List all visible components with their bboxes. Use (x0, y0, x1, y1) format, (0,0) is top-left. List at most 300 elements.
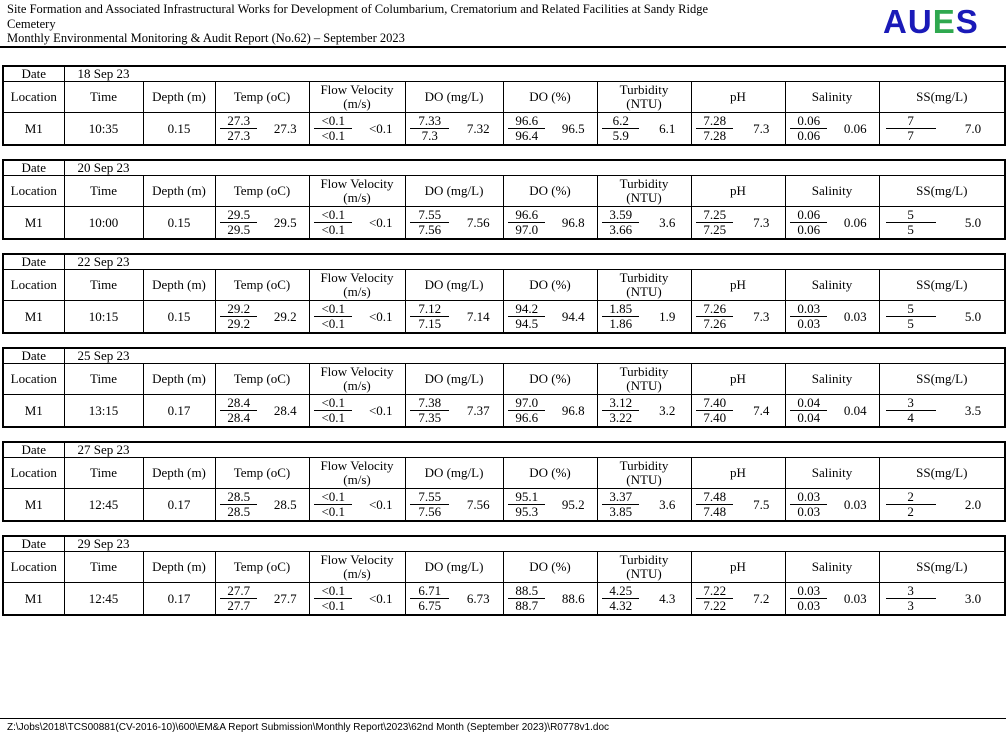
do-mg-cell (405, 207, 503, 240)
ss-header: SS(mg/L) (879, 552, 1005, 583)
do-mg-readings (406, 207, 503, 238)
flow-velocity-header-text-line1: Flow Velocity (320, 176, 394, 191)
ph-reading-2: 7.22 (703, 598, 727, 613)
temp-replicates (216, 583, 263, 614)
depth-value: 0.17 (143, 489, 215, 522)
do-mg-replicates (406, 113, 455, 144)
location-header: Location (3, 176, 64, 207)
temp-average: 27.3 (273, 120, 297, 136)
date-value: 25 Sep 23 (64, 348, 1005, 364)
flow-velocity-replicates (310, 395, 358, 426)
monitoring-record-table (2, 441, 1006, 522)
turbidity-readings (598, 489, 691, 520)
ss-reading-2: 7 (907, 128, 914, 143)
ss-reading-1: 7 (886, 114, 936, 129)
ss-replicates (880, 301, 942, 332)
do-mg-reading-1: 7.12 (410, 302, 449, 317)
turbidity-average: 3.2 (659, 402, 676, 418)
do-pct-header: DO (%) (503, 270, 597, 301)
temp-header: Temp (oC) (215, 176, 309, 207)
do-mg-reading-2: 7.15 (418, 316, 442, 331)
turbidity-header (597, 270, 691, 301)
ph-reading-1: 7.22 (696, 584, 733, 599)
do-pct-average: 94.4 (561, 308, 585, 324)
depth-value: 0.15 (143, 207, 215, 240)
turbidity-header (597, 176, 691, 207)
turbidity-header (597, 552, 691, 583)
turbidity-reading-1: 3.59 (602, 208, 639, 223)
data-row (3, 207, 1005, 240)
ph-average: 7.3 (753, 214, 770, 230)
salinity-cell (785, 113, 879, 146)
ss-header: SS(mg/L) (879, 364, 1005, 395)
turbidity-reading-2: 4.32 (609, 598, 633, 613)
monitoring-record-table (2, 159, 1006, 240)
salinity-readings (786, 583, 879, 614)
turbidity-cell (597, 301, 691, 334)
salinity-average: 0.06 (843, 120, 867, 136)
turbidity-header-text (598, 177, 691, 205)
time-value: 13:15 (64, 395, 143, 428)
time-value: 10:15 (64, 301, 143, 334)
date-row (3, 536, 1005, 552)
location-value: M1 (3, 301, 64, 334)
ss-reading-1: 2 (886, 490, 936, 505)
temp-reading-2: 28.5 (227, 504, 251, 519)
ss-readings (880, 395, 1005, 426)
report-subtitle: Monthly Environmental Monitoring & Audit Report (No.62) – September 2023 (7, 31, 405, 45)
ph-reading-2: 7.28 (703, 128, 727, 143)
location-value: M1 (3, 489, 64, 522)
turbidity-average: 3.6 (659, 214, 676, 230)
salinity-reading-2: 0.06 (797, 128, 821, 143)
report-header (7, 2, 867, 46)
turbidity-readings (598, 583, 691, 614)
do-mg-reading-1: 7.38 (410, 396, 449, 411)
ss-readings (880, 301, 1005, 332)
turbidity-header-text-line2: (NTU) (626, 566, 662, 581)
flow-velocity-header-text (310, 365, 405, 393)
flow-velocity-average: <0.1 (368, 308, 393, 324)
temp-replicates (216, 301, 263, 332)
flow-velocity-reading-1: <0.1 (314, 396, 352, 411)
salinity-average: 0.06 (843, 214, 867, 230)
depth-value: 0.15 (143, 113, 215, 146)
turbidity-header-text (598, 271, 691, 299)
turbidity-readings (598, 395, 691, 426)
flow-velocity-header-text-line2: (m/s) (343, 378, 371, 393)
turbidity-header-text-line1: Turbidity (619, 82, 669, 97)
ss-replicates (880, 489, 942, 520)
column-header-row (3, 552, 1005, 583)
location-header: Location (3, 364, 64, 395)
temp-replicates (216, 489, 263, 520)
do-pct-header: DO (%) (503, 552, 597, 583)
do-pct-replicates (504, 395, 551, 426)
flow-velocity-reading-2: <0.1 (321, 598, 346, 613)
flow-velocity-header (309, 458, 405, 489)
ss-average: 2.0 (964, 496, 982, 512)
ss-cell (879, 395, 1005, 428)
temp-reading-2: 29.2 (227, 316, 251, 331)
salinity-average: 0.03 (843, 308, 867, 324)
flow-velocity-header-text (310, 459, 405, 487)
depth-header: Depth (m) (143, 270, 215, 301)
do-pct-reading-2: 95.3 (515, 504, 539, 519)
temp-readings (216, 489, 309, 520)
temp-cell (215, 489, 309, 522)
temp-readings (216, 301, 309, 332)
do-mg-replicates (406, 489, 455, 520)
date-row (3, 66, 1005, 82)
report-title-line1: Site Formation and Associated Infrastructural Works for Development of Columbarium, Crematorium and Related Facilities at Sandy Ridge (7, 2, 709, 16)
do-mg-cell (405, 113, 503, 146)
column-header-row (3, 458, 1005, 489)
do-mg-average: 7.37 (466, 402, 490, 418)
temp-reading-1: 27.7 (220, 584, 257, 599)
date-value: 18 Sep 23 (64, 66, 1005, 82)
ph-cell (691, 489, 785, 522)
flow-velocity-replicates (310, 207, 358, 238)
do-pct-reading-2: 94.5 (515, 316, 539, 331)
ss-readings (880, 583, 1005, 614)
ph-reading-2: 7.25 (703, 222, 727, 237)
ss-reading-2: 4 (907, 410, 914, 425)
column-header-row (3, 176, 1005, 207)
do-mg-readings (406, 583, 503, 614)
ss-cell (879, 583, 1005, 616)
salinity-replicates (786, 583, 833, 614)
turbidity-cell (597, 207, 691, 240)
salinity-cell (785, 489, 879, 522)
do-mg-header: DO (mg/L) (405, 458, 503, 489)
ss-cell (879, 113, 1005, 146)
temp-reading-1: 28.5 (220, 490, 257, 505)
ss-cell (879, 489, 1005, 522)
do-mg-readings (406, 113, 503, 144)
flow-velocity-average: <0.1 (368, 590, 393, 606)
time-value: 10:00 (64, 207, 143, 240)
turbidity-average: 6.1 (659, 120, 676, 136)
ss-average: 5.0 (964, 214, 982, 230)
logo-letter: S (955, 3, 979, 40)
do-mg-average: 7.32 (466, 120, 490, 136)
salinity-cell (785, 583, 879, 616)
salinity-reading-2: 0.06 (797, 222, 821, 237)
turbidity-reading-2: 3.22 (609, 410, 633, 425)
do-pct-header: DO (%) (503, 82, 597, 113)
do-mg-header: DO (mg/L) (405, 364, 503, 395)
ph-cell (691, 301, 785, 334)
salinity-reading-1: 0.06 (790, 114, 827, 129)
location-header: Location (3, 82, 64, 113)
ph-reading-2: 7.26 (703, 316, 727, 331)
ss-replicates (880, 395, 942, 426)
ph-replicates (692, 113, 739, 144)
do-mg-average: 7.56 (466, 214, 490, 230)
time-header: Time (64, 552, 143, 583)
column-header-row (3, 270, 1005, 301)
salinity-reading-1: 0.03 (790, 584, 827, 599)
footer-file-path: Z:\Jobs\2018\TCS00881(CV-2016-10)\600\EM&A Report Submission\Monthly Report\2023\62nd Month (September 2023)\R0778v1.doc (7, 722, 610, 733)
flow-velocity-cell (309, 301, 405, 334)
temp-readings (216, 207, 309, 238)
do-mg-cell (405, 583, 503, 616)
date-label: Date (3, 348, 64, 364)
turbidity-header-text-line2: (NTU) (626, 96, 662, 111)
ss-reading-1: 3 (886, 396, 936, 411)
ph-header: pH (691, 458, 785, 489)
ph-readings (692, 301, 785, 332)
ss-cell (879, 207, 1005, 240)
do-mg-replicates (406, 395, 455, 426)
salinity-reading-1: 0.06 (790, 208, 827, 223)
ph-reading-2: 7.40 (703, 410, 727, 425)
flow-velocity-header-text-line2: (m/s) (343, 472, 371, 487)
salinity-header: Salinity (785, 364, 879, 395)
depth-header: Depth (m) (143, 552, 215, 583)
do-pct-replicates (504, 583, 551, 614)
ss-replicates (880, 583, 942, 614)
ph-header: pH (691, 270, 785, 301)
aues-logo (883, 4, 979, 40)
flow-velocity-reading-1: <0.1 (314, 302, 352, 317)
salinity-replicates (786, 489, 833, 520)
do-mg-reading-2: 6.75 (418, 598, 442, 613)
ph-cell (691, 395, 785, 428)
turbidity-cell (597, 583, 691, 616)
temp-reading-2: 29.5 (227, 222, 251, 237)
do-pct-readings (504, 395, 597, 426)
date-row (3, 348, 1005, 364)
salinity-reading-2: 0.03 (797, 316, 821, 331)
temp-reading-2: 27.3 (227, 128, 251, 143)
ss-header: SS(mg/L) (879, 82, 1005, 113)
ph-average: 7.2 (753, 590, 770, 606)
flow-velocity-header-text-line2: (m/s) (343, 566, 371, 581)
ph-readings (692, 395, 785, 426)
turbidity-replicates (598, 489, 645, 520)
salinity-header: Salinity (785, 270, 879, 301)
do-pct-cell (503, 489, 597, 522)
turbidity-average: 3.6 (659, 496, 676, 512)
ph-replicates (692, 207, 739, 238)
time-value: 10:35 (64, 113, 143, 146)
turbidity-replicates (598, 301, 645, 332)
temp-reading-2: 28.4 (227, 410, 251, 425)
report-title-line2: Cemetery (7, 16, 56, 31)
column-header-row (3, 364, 1005, 395)
turbidity-header-text-line2: (NTU) (626, 378, 662, 393)
do-pct-reading-2: 96.4 (515, 128, 539, 143)
flow-velocity-replicates (310, 301, 358, 332)
do-pct-average: 88.6 (561, 590, 585, 606)
turbidity-reading-1: 3.12 (602, 396, 639, 411)
do-pct-readings (504, 113, 597, 144)
ss-reading-1: 3 (886, 584, 936, 599)
flow-velocity-header-text-line1: Flow Velocity (320, 364, 394, 379)
do-pct-reading-1: 95.1 (508, 490, 545, 505)
do-pct-replicates (504, 113, 551, 144)
flow-velocity-readings (310, 113, 405, 144)
salinity-reading-1: 0.03 (790, 490, 827, 505)
temp-reading-1: 29.5 (220, 208, 257, 223)
flow-velocity-replicates (310, 489, 358, 520)
ph-replicates (692, 583, 739, 614)
salinity-average: 0.03 (843, 590, 867, 606)
turbidity-header-text-line1: Turbidity (619, 176, 669, 191)
turbidity-reading-1: 3.37 (602, 490, 639, 505)
ss-average: 5.0 (964, 308, 982, 324)
do-pct-cell (503, 113, 597, 146)
temp-readings (216, 583, 309, 614)
ph-readings (692, 207, 785, 238)
temp-header: Temp (oC) (215, 552, 309, 583)
date-value: 29 Sep 23 (64, 536, 1005, 552)
flow-velocity-header-text (310, 83, 405, 111)
data-row (3, 489, 1005, 522)
salinity-readings (786, 207, 879, 238)
monitoring-record-table (2, 253, 1006, 334)
turbidity-header (597, 458, 691, 489)
flow-velocity-cell (309, 113, 405, 146)
do-pct-reading-1: 96.6 (508, 208, 545, 223)
do-mg-reading-2: 7.56 (418, 222, 442, 237)
do-pct-reading-2: 96.6 (515, 410, 539, 425)
do-pct-cell (503, 207, 597, 240)
data-row (3, 395, 1005, 428)
turbidity-header-text (598, 365, 691, 393)
salinity-cell (785, 395, 879, 428)
ss-average: 3.5 (964, 402, 982, 418)
flow-velocity-average: <0.1 (368, 120, 393, 136)
turbidity-header (597, 82, 691, 113)
flow-velocity-header-text-line1: Flow Velocity (320, 552, 394, 567)
turbidity-header-text-line1: Turbidity (619, 552, 669, 567)
date-row (3, 442, 1005, 458)
location-header: Location (3, 270, 64, 301)
do-mg-header: DO (mg/L) (405, 552, 503, 583)
ph-readings (692, 489, 785, 520)
do-pct-reading-1: 94.2 (508, 302, 545, 317)
data-row (3, 583, 1005, 616)
flow-velocity-header-text (310, 177, 405, 205)
ss-average: 7.0 (964, 120, 982, 136)
logo-letter: U (907, 3, 933, 40)
do-mg-header: DO (mg/L) (405, 270, 503, 301)
time-header: Time (64, 82, 143, 113)
ph-readings (692, 113, 785, 144)
flow-velocity-header-text (310, 553, 405, 581)
salinity-replicates (786, 301, 833, 332)
ss-header: SS(mg/L) (879, 176, 1005, 207)
flow-velocity-reading-2: <0.1 (321, 410, 346, 425)
do-pct-average: 96.8 (561, 214, 585, 230)
do-pct-average: 96.5 (561, 120, 585, 136)
salinity-readings (786, 395, 879, 426)
ss-header: SS(mg/L) (879, 458, 1005, 489)
flow-velocity-reading-2: <0.1 (321, 128, 346, 143)
temp-cell (215, 395, 309, 428)
time-value: 12:45 (64, 489, 143, 522)
ss-reading-2: 5 (907, 222, 914, 237)
turbidity-header-text-line1: Turbidity (619, 458, 669, 473)
turbidity-reading-2: 3.85 (609, 504, 633, 519)
flow-velocity-reading-2: <0.1 (321, 504, 346, 519)
turbidity-readings (598, 207, 691, 238)
salinity-header: Salinity (785, 176, 879, 207)
location-value: M1 (3, 207, 64, 240)
ph-header: pH (691, 552, 785, 583)
flow-velocity-readings (310, 489, 405, 520)
ph-replicates (692, 395, 739, 426)
do-mg-reading-1: 6.71 (410, 584, 449, 599)
location-value: M1 (3, 113, 64, 146)
flow-velocity-average: <0.1 (368, 496, 393, 512)
ph-cell (691, 583, 785, 616)
ph-readings (692, 583, 785, 614)
do-pct-replicates (504, 207, 551, 238)
flow-velocity-readings (310, 301, 405, 332)
ss-replicates (880, 207, 942, 238)
ph-average: 7.3 (753, 120, 770, 136)
temp-reading-1: 29.2 (220, 302, 257, 317)
location-header: Location (3, 458, 64, 489)
temp-header: Temp (oC) (215, 270, 309, 301)
temp-header: Temp (oC) (215, 364, 309, 395)
ph-average: 7.5 (753, 496, 770, 512)
do-mg-reading-2: 7.56 (418, 504, 442, 519)
flow-velocity-readings (310, 395, 405, 426)
depth-header: Depth (m) (143, 82, 215, 113)
turbidity-header-text (598, 553, 691, 581)
data-row (3, 113, 1005, 146)
turbidity-average: 4.3 (659, 590, 676, 606)
turbidity-readings (598, 113, 691, 144)
temp-average: 27.7 (273, 590, 297, 606)
flow-velocity-header (309, 176, 405, 207)
flow-velocity-header-text-line2: (m/s) (343, 190, 371, 205)
turbidity-header-text (598, 459, 691, 487)
salinity-cell (785, 207, 879, 240)
turbidity-cell (597, 489, 691, 522)
header-divider (0, 46, 1006, 48)
salinity-header: Salinity (785, 552, 879, 583)
turbidity-reading-2: 1.86 (609, 316, 633, 331)
do-mg-replicates (406, 583, 455, 614)
do-pct-replicates (504, 489, 551, 520)
turbidity-average: 1.9 (659, 308, 676, 324)
turbidity-header-text-line1: Turbidity (619, 270, 669, 285)
ph-header: pH (691, 364, 785, 395)
turbidity-reading-1: 1.85 (602, 302, 639, 317)
do-pct-cell (503, 301, 597, 334)
ss-average: 3.0 (964, 590, 982, 606)
do-mg-readings (406, 301, 503, 332)
date-label: Date (3, 442, 64, 458)
do-mg-reading-2: 7.35 (418, 410, 442, 425)
ph-cell (691, 113, 785, 146)
flow-velocity-header-text-line1: Flow Velocity (320, 270, 394, 285)
ph-cell (691, 207, 785, 240)
date-label: Date (3, 254, 64, 270)
turbidity-header (597, 364, 691, 395)
time-header: Time (64, 458, 143, 489)
do-pct-readings (504, 583, 597, 614)
do-pct-reading-2: 97.0 (515, 222, 539, 237)
temp-readings (216, 395, 309, 426)
turbidity-reading-2: 5.9 (612, 128, 629, 143)
